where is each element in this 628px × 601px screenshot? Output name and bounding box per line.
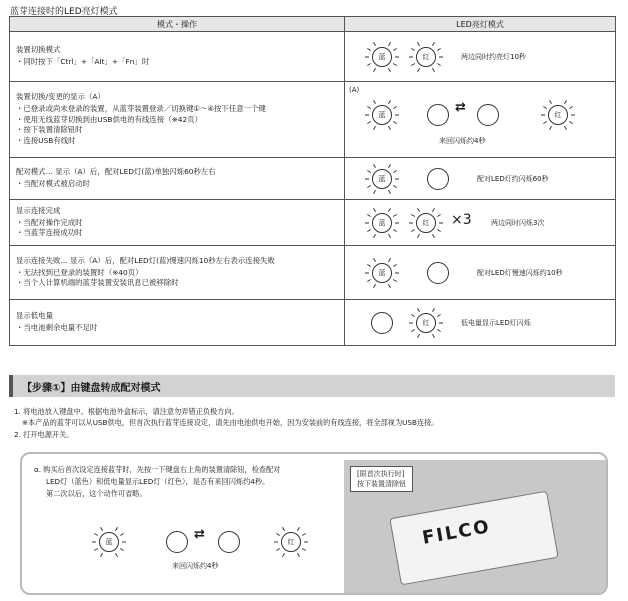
led-off-icon	[166, 531, 188, 553]
blink-ray	[389, 258, 391, 261]
blue-led-icon	[90, 527, 128, 557]
mode-sub: ・当配对操作完成时	[16, 217, 83, 227]
led-label: 蓝	[372, 213, 392, 233]
blue-led-icon	[363, 208, 401, 238]
blink-ray	[367, 265, 370, 267]
blink-ray	[393, 280, 396, 282]
led-note: 配对LED灯慢速闪烁约10秒	[477, 269, 563, 277]
blink-ray	[393, 186, 396, 188]
blink-ray	[433, 208, 435, 211]
blink-ray	[367, 186, 370, 188]
instruction-line-2: LED灯（蓝色）和低电量显示LED灯（红色），是否有来回闪烁约4秒。	[46, 477, 270, 486]
blink-ray	[302, 534, 305, 536]
red-led-icon	[407, 308, 445, 338]
blink-ray	[437, 215, 440, 217]
blink-ray	[389, 68, 391, 71]
blink-ray	[276, 534, 279, 536]
times-three: ×3	[451, 212, 472, 228]
red-led-icon	[272, 527, 310, 557]
blink-ray	[116, 527, 118, 530]
led-label: 蓝	[372, 169, 392, 189]
blink-ray	[101, 527, 103, 530]
blink-ray	[374, 234, 376, 237]
blink-ray	[569, 107, 572, 109]
mode-head: 装置切换/变更的显示（A）	[16, 92, 105, 101]
blink-ray	[374, 42, 376, 45]
blink-ray	[418, 308, 420, 311]
blue-led-icon	[363, 42, 401, 72]
step-line-1: 1. 将电池放入键盘中。根据电池外盒标示，请注意勿弄错正负极方向。	[14, 407, 239, 416]
blue-led-icon	[363, 164, 401, 194]
led-label: 蓝	[372, 105, 392, 125]
blink-ray	[543, 107, 546, 109]
blink-ray	[389, 284, 391, 287]
mode-cell	[10, 158, 345, 200]
led-cell	[345, 300, 616, 346]
label-a: (A)	[349, 86, 360, 94]
instruction-line-3: 第二次以后，这个动作可省略。	[46, 489, 147, 498]
blink-ray	[437, 64, 440, 66]
blink-ray	[411, 330, 414, 332]
blink-ray	[298, 527, 300, 530]
blink-ray	[374, 164, 376, 167]
keyboard-photo	[344, 460, 608, 594]
led-off-icon	[427, 262, 449, 284]
blink-ray	[393, 265, 396, 267]
blink-ray	[418, 334, 420, 337]
swap-arrows-icon: ⇄	[194, 527, 205, 542]
led-label: 红	[416, 213, 436, 233]
blink-ray	[374, 68, 376, 71]
led-label: 红	[548, 105, 568, 125]
blink-ray	[374, 100, 376, 103]
blink-ray	[116, 553, 118, 556]
led-label: 红	[416, 313, 436, 333]
swap-arrows-icon: ⇄	[455, 100, 466, 115]
blink-ray	[437, 49, 440, 51]
blink-ray	[302, 549, 305, 551]
blink-ray	[437, 315, 440, 317]
blink-ray	[374, 208, 376, 211]
led-label: 蓝	[372, 47, 392, 67]
blink-ray	[367, 280, 370, 282]
blink-ray	[367, 122, 370, 124]
blink-ray	[367, 215, 370, 217]
mode-head: 显示连接完成	[16, 205, 61, 215]
blink-ray	[550, 126, 552, 129]
led-label: 红	[281, 532, 301, 552]
led-cell	[345, 200, 616, 246]
led-note: 来回闪烁约4秒	[439, 137, 486, 145]
blink-ray	[393, 49, 396, 51]
led-off-icon	[427, 104, 449, 126]
mode-sub: ・同时按下「Ctrl」+「Alt」+「Fn」时	[16, 57, 150, 66]
mode-sub: ・当电池剩余电量不足时	[16, 323, 98, 332]
blink-ray	[418, 234, 420, 237]
mode-head: 显示低电量	[16, 311, 53, 321]
step-line-3: 2. 打开电源开关。	[14, 430, 74, 439]
led-cell	[345, 158, 616, 200]
blink-ray	[433, 308, 435, 311]
blink-ray	[120, 549, 123, 551]
mode-cell	[10, 200, 345, 246]
blink-ray	[276, 549, 279, 551]
blink-ray	[374, 126, 376, 129]
blink-ray	[367, 64, 370, 66]
blue-led-icon	[363, 258, 401, 288]
table-row	[10, 32, 616, 82]
header-mode: 模式・操作	[10, 17, 345, 32]
step-title: 【步骤①】由键盘转成配对模式	[22, 383, 161, 394]
mode-sub: ・使用无线蓝芽切换到由USB供电的有线连接（※42页）	[16, 114, 202, 124]
led-note: 两边同时闪烁3次	[491, 219, 545, 227]
blink-ray	[283, 527, 285, 530]
blink-ray	[393, 171, 396, 173]
led-off-icon	[427, 168, 449, 190]
blink-ray	[411, 315, 414, 317]
blink-ray	[374, 258, 376, 261]
mode-sub: ・按下装置清除钮时	[16, 125, 83, 135]
blink-ray	[418, 68, 420, 71]
blink-ray	[101, 553, 103, 556]
step-line-2: ※本产品的蓝芽可以从USB供电，但首次执行蓝芽连接设定，请先由电池供电开始，因为安装前的有线连接，将全部视为USB连接。	[22, 418, 439, 427]
blink-ray	[433, 68, 435, 71]
header-led: LED亮灯模式	[345, 17, 616, 32]
table-header-row	[10, 17, 616, 32]
blink-ray	[411, 64, 414, 66]
led-off-icon	[218, 531, 240, 553]
blink-ray	[367, 107, 370, 109]
blink-ray	[389, 100, 391, 103]
blink-ray	[367, 49, 370, 51]
blink-ray	[393, 215, 396, 217]
blink-ray	[367, 171, 370, 173]
blink-ray	[367, 230, 370, 232]
document-title: 蓝芽连接时的LED亮灯模式	[10, 7, 118, 17]
red-led-icon	[407, 208, 445, 238]
blink-ray	[433, 42, 435, 45]
mode-cell	[10, 300, 345, 346]
table-row	[10, 158, 616, 200]
led-pattern-table	[9, 16, 616, 346]
blink-ray	[418, 42, 420, 45]
blink-ray	[569, 122, 572, 124]
blink-ray	[393, 122, 396, 124]
blink-ray	[393, 230, 396, 232]
mode-sub: ・连接USB有线时	[16, 136, 76, 146]
red-led-icon	[407, 42, 445, 72]
blue-led-icon	[363, 100, 401, 130]
mode-cell	[10, 32, 345, 82]
mode-sub: ・已登录或尚未登录的装置，从蓝芽装置登录／切换键①～④按下任意一个键	[16, 103, 266, 113]
blink-ray	[389, 126, 391, 129]
table-row	[10, 200, 616, 246]
blink-ray	[437, 230, 440, 232]
led-note: 两边同时约亮灯10秒	[461, 53, 526, 61]
table-row	[10, 300, 616, 346]
blink-ray	[389, 190, 391, 193]
mode-sub: ・当个人计算机端的蓝芽装置安装讯息已被移除时	[16, 278, 179, 288]
blink-ray	[120, 534, 123, 536]
blink-ray	[550, 100, 552, 103]
blink-ray	[437, 330, 440, 332]
led-label: 红	[416, 47, 436, 67]
led-off-icon	[371, 312, 393, 334]
blink-ray	[374, 190, 376, 193]
blink-ray	[298, 553, 300, 556]
mode-cell	[10, 82, 345, 158]
led-note: 低电量显示LED灯闪烁	[461, 319, 531, 327]
instruction-note: 来回闪烁约4秒	[172, 562, 219, 570]
instruction-line-1: α. 购买后首次设定连接蓝芽时，先按一下键盘右上角的装置清除钮，检查配对	[34, 465, 281, 474]
blink-ray	[565, 126, 567, 129]
blink-ray	[393, 64, 396, 66]
photo-label-line-2: 按下装置清除钮	[357, 480, 406, 488]
mode-sub: ・无法找到已登录的装置时（※40页）	[16, 267, 143, 277]
blink-ray	[389, 234, 391, 237]
red-led-icon	[539, 100, 577, 130]
step-header	[9, 375, 615, 397]
brand-logo: FILCO	[420, 516, 493, 549]
led-cell	[345, 82, 616, 158]
blink-ray	[389, 164, 391, 167]
photo-label-line-1: [限首次执行时]	[357, 470, 405, 478]
blink-ray	[393, 107, 396, 109]
blink-ray	[411, 215, 414, 217]
led-label: 蓝	[372, 263, 392, 283]
blink-ray	[418, 208, 420, 211]
blink-ray	[283, 553, 285, 556]
blink-ray	[389, 42, 391, 45]
mode-head: 显示连接失败… 显示（A）后，配对LED灯(蓝)慢速闪烁10秒左右表示连接失败	[16, 255, 275, 265]
blink-ray	[411, 49, 414, 51]
table-row	[10, 246, 616, 300]
blink-ray	[433, 334, 435, 337]
led-cell	[345, 246, 616, 300]
led-cell	[345, 32, 616, 82]
instruction-box	[20, 452, 608, 595]
mode-cell	[10, 246, 345, 300]
led-off-icon	[477, 104, 499, 126]
led-label: 蓝	[99, 532, 119, 552]
instruction-text	[34, 464, 334, 500]
blink-ray	[374, 284, 376, 287]
blink-ray	[565, 100, 567, 103]
mode-head: 配对模式… 显示（A）后，配对LED灯(蓝)单独闪烁60秒左右	[16, 167, 216, 177]
blink-ray	[411, 230, 414, 232]
mode-sub: ・当配对模式被启动时	[16, 179, 90, 188]
blink-ray	[94, 534, 97, 536]
blink-ray	[389, 208, 391, 211]
table-row	[10, 82, 616, 158]
mode-sub: ・当蓝芽连接成功时	[16, 228, 83, 238]
blink-ray	[543, 122, 546, 124]
blink-ray	[433, 234, 435, 237]
mode-head: 装置切换模式	[16, 45, 61, 55]
led-note: 配对LED灯约闪烁60秒	[477, 175, 549, 183]
photo-label	[350, 466, 413, 492]
blink-ray	[94, 549, 97, 551]
